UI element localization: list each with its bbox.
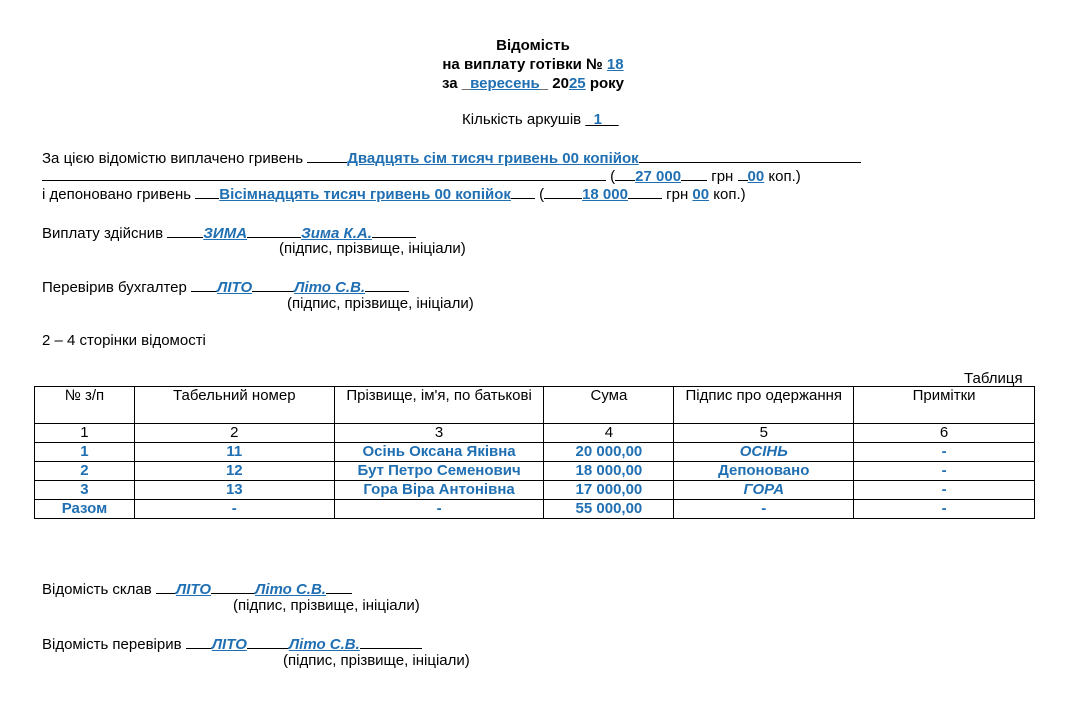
table-row xyxy=(35,443,1035,462)
column-number: 4 xyxy=(544,424,674,443)
notes: - xyxy=(854,462,1035,481)
year-prefix: _ 20 xyxy=(539,75,569,92)
document-title xyxy=(0,36,1066,93)
full-name: Осінь Оксана Яківна xyxy=(334,443,544,462)
deposited-words: Вісімнадцять тисяч гривень 00 копійок xyxy=(219,186,511,203)
total-amount: 55 000,00 xyxy=(544,500,674,519)
subtitle-line xyxy=(0,55,1066,74)
full-name: Гора Віра Антонівна xyxy=(334,481,544,500)
notes: - xyxy=(854,481,1035,500)
title-line: Відомість xyxy=(496,37,570,54)
header-cell: Підпис про одержання xyxy=(674,387,854,424)
paid-kop-value: 00 xyxy=(747,168,765,185)
tab-number: 13 xyxy=(134,481,334,500)
receipt-signature: ОСІНЬ xyxy=(674,443,854,462)
accountant-name: Літо С.В. xyxy=(294,279,366,296)
full-name: Бут Петро Семенович xyxy=(334,462,544,481)
row-index: 2 xyxy=(35,462,135,481)
table-row xyxy=(35,481,1035,500)
total-notes: - xyxy=(854,500,1035,519)
row-index: 1 xyxy=(35,443,135,462)
table-total-row xyxy=(35,500,1035,519)
header-cell: Табельний номер xyxy=(134,387,334,424)
payment-by-caption: (підпис, прізвище, ініціали) xyxy=(279,240,466,257)
sheets-label: Кількість аркушів xyxy=(462,111,582,128)
statement-number: 18 xyxy=(606,56,624,73)
column-number: 5 xyxy=(674,424,854,443)
date-prefix: за _ xyxy=(441,75,471,92)
header-cell: Примітки xyxy=(854,387,1035,424)
checked-by-row xyxy=(42,634,422,654)
header-cell: Прізвище, ім'я, по батькові xyxy=(334,387,544,424)
receipt-signature: ГОРА xyxy=(674,481,854,500)
payment-table xyxy=(34,386,1035,519)
header-cell: Сума xyxy=(544,387,674,424)
table-header-row xyxy=(35,387,1035,424)
deposited-kop-value: 00 xyxy=(692,186,710,203)
column-number: 2 xyxy=(134,424,334,443)
year-word: року xyxy=(589,75,624,92)
compiled-by-label: Відомість склав xyxy=(42,581,152,598)
sheets-value: 1 xyxy=(593,111,602,128)
header-cell: № з/п xyxy=(35,387,135,424)
table-label: Таблиця xyxy=(964,370,1023,387)
compiled-by-name: Літо С.В. xyxy=(255,581,326,598)
checked-by-signature: ЛІТО xyxy=(211,636,247,653)
paid-words: Двадцять сім тисяч гривень 00 копійок xyxy=(347,150,639,167)
row-index: 3 xyxy=(35,481,135,500)
receipt-signature: Депоновано xyxy=(674,462,854,481)
total-tab-number: - xyxy=(134,500,334,519)
payment-by-label: Виплату здійснив xyxy=(42,225,164,242)
sheets-count-row xyxy=(462,111,619,129)
compiled-by-row xyxy=(42,579,352,599)
subtitle-prefix: на виплату готівки № xyxy=(442,56,603,73)
paid-amount: 27 000 xyxy=(635,168,682,185)
tab-number: 12 xyxy=(134,462,334,481)
deposited-grn: грн xyxy=(666,186,689,203)
deposited-kop: коп.) xyxy=(713,186,746,203)
column-number: 6 xyxy=(854,424,1035,443)
accountant-label: Перевірив бухгалтер xyxy=(42,279,187,296)
checked-by-label: Відомість перевірив xyxy=(42,636,182,653)
total-full-name: - xyxy=(334,500,544,519)
year-suffix: 25 xyxy=(568,75,586,92)
date-line xyxy=(0,74,1066,93)
payment-by-name: Зима К.А. xyxy=(301,225,372,242)
amount: 20 000,00 xyxy=(544,443,674,462)
checked-by-name: Літо С.В. xyxy=(288,636,360,653)
pages-note: 2 – 4 сторінки відомості xyxy=(42,332,206,349)
paid-row xyxy=(42,148,861,168)
deposited-amount: 18 000 xyxy=(582,186,628,203)
amount: 17 000,00 xyxy=(544,481,674,500)
total-signature: - xyxy=(674,500,854,519)
deposited-label: і депоновано гривень xyxy=(42,186,192,203)
deposited-row: і депоновано гривень Вісімнадцять тисяч гривень 00 копійок ( 18 000 грн 00 коп.) xyxy=(42,186,746,203)
paid-grn: грн xyxy=(711,168,734,185)
accountant-caption: (підпис, прізвище, ініціали) xyxy=(287,295,474,312)
month-value: вересень xyxy=(470,75,540,92)
accountant-signature: ЛІТО xyxy=(217,279,253,296)
paid-amount-row: ( 27 000 грн 00 коп.) xyxy=(42,166,801,186)
table-number-row xyxy=(35,424,1035,443)
paid-label: За цією відомістю виплачено гривень xyxy=(42,150,304,167)
compiled-by-signature: ЛІТО xyxy=(175,581,212,598)
table-row xyxy=(35,462,1035,481)
checked-by-caption: (підпис, прізвище, ініціали) xyxy=(283,652,470,669)
column-number: 1 xyxy=(35,424,135,443)
amount: 18 000,00 xyxy=(544,462,674,481)
notes: - xyxy=(854,443,1035,462)
tab-number: 11 xyxy=(134,443,334,462)
accountant-row xyxy=(42,277,409,297)
compiled-by-caption: (підпис, прізвище, ініціали) xyxy=(233,597,420,614)
total-label: Разом xyxy=(35,500,135,519)
column-number: 3 xyxy=(334,424,544,443)
paid-kop: коп.) xyxy=(768,168,801,185)
payment-by-signature: ЗИМА xyxy=(203,225,248,242)
